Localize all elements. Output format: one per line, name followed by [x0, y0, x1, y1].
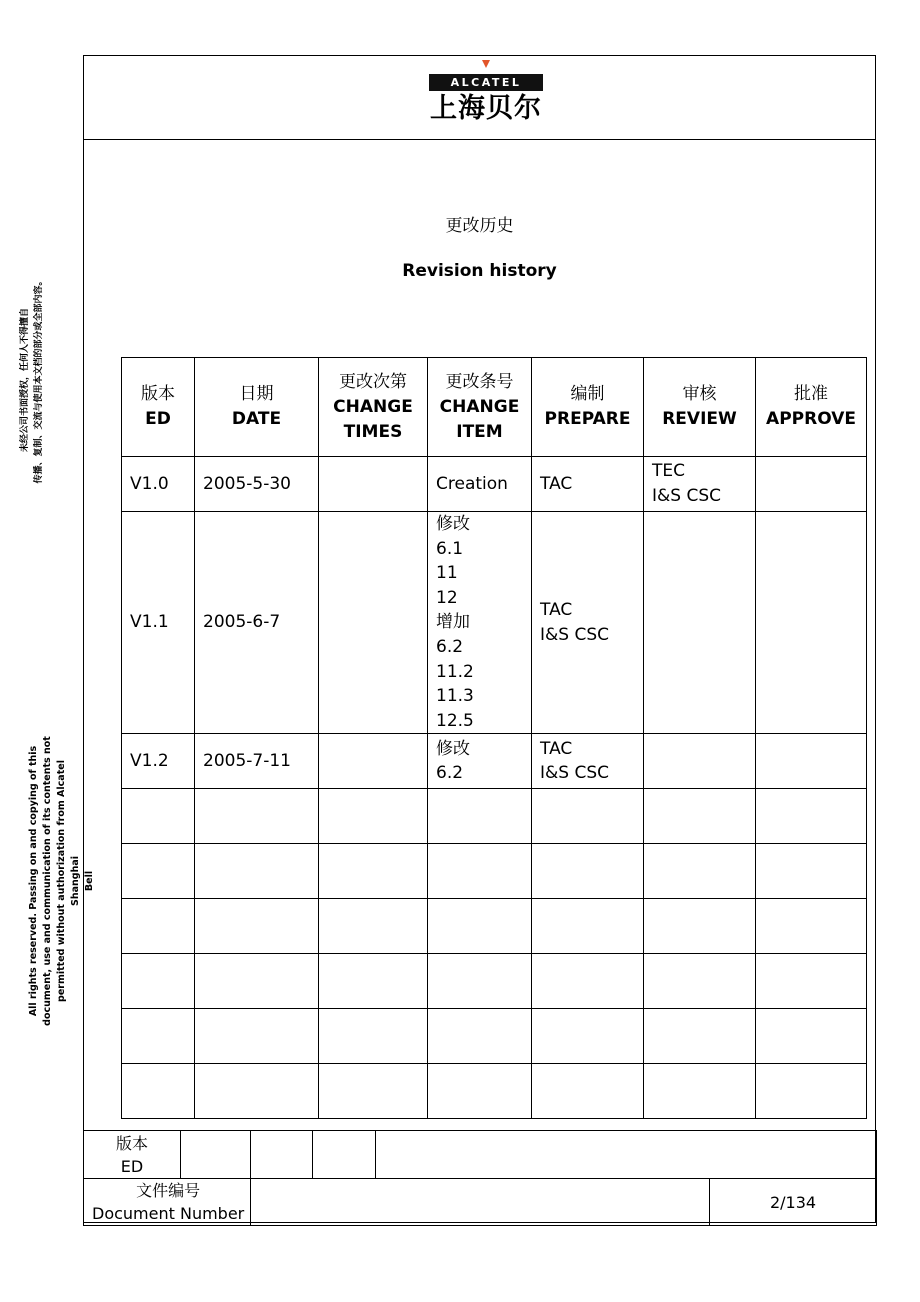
header-ed: 版本 ED — [122, 358, 195, 457]
footer-ed-cell — [251, 1131, 313, 1179]
empty-cell — [319, 844, 428, 899]
empty-cell — [428, 1009, 532, 1064]
empty-cell — [195, 1009, 319, 1064]
footer-ed-text: 版本 ED — [115, 1133, 148, 1176]
cell-ed: V1.0 — [122, 457, 195, 512]
header-change-item-en: CHANGE ITEM — [439, 396, 520, 442]
footer-ed-cell — [181, 1131, 251, 1179]
table-row — [122, 734, 867, 789]
page-title-cn: 更改历史 — [445, 216, 514, 236]
empty-cell — [756, 1064, 867, 1119]
empty-cell — [756, 1009, 867, 1064]
header-prepare: 编制 PREPARE — [532, 358, 644, 457]
empty-cell — [195, 1064, 319, 1119]
empty-cell — [756, 844, 867, 899]
empty-table-row — [122, 899, 867, 954]
empty-cell — [122, 1064, 195, 1119]
cell-approve — [756, 734, 867, 789]
cell-prepare: TAC — [532, 457, 644, 512]
empty-cell — [122, 844, 195, 899]
cell-times — [319, 512, 428, 734]
cell-item: 修改 6.2 — [428, 734, 532, 789]
empty-cell — [319, 1064, 428, 1119]
empty-cell — [532, 899, 644, 954]
empty-cell — [756, 789, 867, 844]
empty-cell — [644, 1009, 756, 1064]
cell-ed: V1.2 — [122, 734, 195, 789]
empty-cell — [644, 844, 756, 899]
empty-cell — [532, 954, 644, 1009]
cell-times — [319, 457, 428, 512]
empty-table-row — [122, 789, 867, 844]
empty-cell — [428, 899, 532, 954]
empty-cell — [195, 789, 319, 844]
empty-cell — [428, 1064, 532, 1119]
empty-cell — [532, 789, 644, 844]
footer-doc-number-label — [84, 1179, 251, 1226]
logo-cn-name: 上海贝尔 — [430, 93, 542, 124]
empty-table-row — [122, 844, 867, 899]
header-change-times-en: CHANGE TIMES — [333, 396, 413, 442]
empty-cell — [195, 954, 319, 1009]
cell-item: 修改 6.1 11 12 增加 6.2 11.2 11.3 12.5 — [428, 512, 532, 734]
footer-ed-cell — [313, 1131, 376, 1179]
side-notice-cn: 未经公司书面授权，任何人不得擅自 传播、复制、交流与使用本文档的部分或全部内容。 — [20, 276, 44, 484]
empty-cell — [428, 844, 532, 899]
empty-cell — [319, 899, 428, 954]
empty-cell — [319, 789, 428, 844]
logo-brand: ALCATEL — [429, 74, 543, 91]
empty-cell — [319, 1009, 428, 1064]
empty-cell — [532, 844, 644, 899]
cell-prepare: TAC I&S CSC — [532, 512, 644, 734]
empty-cell — [122, 1009, 195, 1064]
empty-cell — [195, 844, 319, 899]
cell-approve — [756, 457, 867, 512]
alcatel-logo — [429, 60, 543, 125]
empty-cell — [756, 954, 867, 1009]
side-notice-en: All rights reserved. Passing on and copying of this document, use and communication of its contents not permitted without authorization from Alcatel Shanghai Bell — [28, 736, 95, 1026]
cell-item: Creation — [428, 457, 532, 512]
empty-cell — [428, 789, 532, 844]
empty-cell — [122, 954, 195, 1009]
empty-table-row — [122, 1009, 867, 1064]
cell-date: 2005-7-11 — [195, 734, 319, 789]
footer-ed-label — [84, 1131, 181, 1179]
cell-review: TEC I&S CSC — [644, 457, 756, 512]
cell-review — [644, 512, 756, 734]
header-change-times: 更改次第 CHANGE TIMES — [319, 358, 428, 457]
footer-doc-number-value — [251, 1179, 710, 1226]
cell-times — [319, 734, 428, 789]
header-date: 日期 DATE — [195, 358, 319, 457]
revision-table — [121, 357, 867, 1119]
empty-cell — [644, 899, 756, 954]
header-approve: 批准 APPROVE — [756, 358, 867, 457]
header-review: 审核 REVIEW — [644, 358, 756, 457]
cell-review — [644, 734, 756, 789]
cell-date: 2005-6-7 — [195, 512, 319, 734]
footer-doc-number-text: 文件编号 Document Number — [92, 1181, 245, 1223]
table-header-row — [122, 358, 867, 457]
footer-ed-cell — [376, 1131, 877, 1179]
table-row — [122, 512, 867, 734]
header-band — [84, 56, 875, 140]
cell-date: 2005-5-30 — [195, 457, 319, 512]
logo-triangle-icon — [482, 60, 490, 68]
cell-ed: V1.1 — [122, 512, 195, 734]
empty-cell — [122, 789, 195, 844]
cell-prepare: TAC I&S CSC — [532, 734, 644, 789]
cell-approve — [756, 512, 867, 734]
footer-table — [83, 1130, 877, 1226]
table-row — [122, 457, 867, 512]
empty-table-row — [122, 1064, 867, 1119]
empty-cell — [644, 1064, 756, 1119]
empty-cell — [195, 899, 319, 954]
empty-cell — [756, 899, 867, 954]
header-change-item: 更改条号 CHANGE ITEM — [428, 358, 532, 457]
empty-cell — [319, 954, 428, 1009]
footer-page-number: 2/134 — [710, 1179, 877, 1226]
empty-cell — [428, 954, 532, 1009]
empty-table-row — [122, 954, 867, 1009]
empty-cell — [122, 899, 195, 954]
page-title-en: Revision history — [402, 261, 557, 281]
empty-cell — [532, 1064, 644, 1119]
empty-cell — [532, 1009, 644, 1064]
empty-cell — [644, 789, 756, 844]
empty-cell — [644, 954, 756, 1009]
